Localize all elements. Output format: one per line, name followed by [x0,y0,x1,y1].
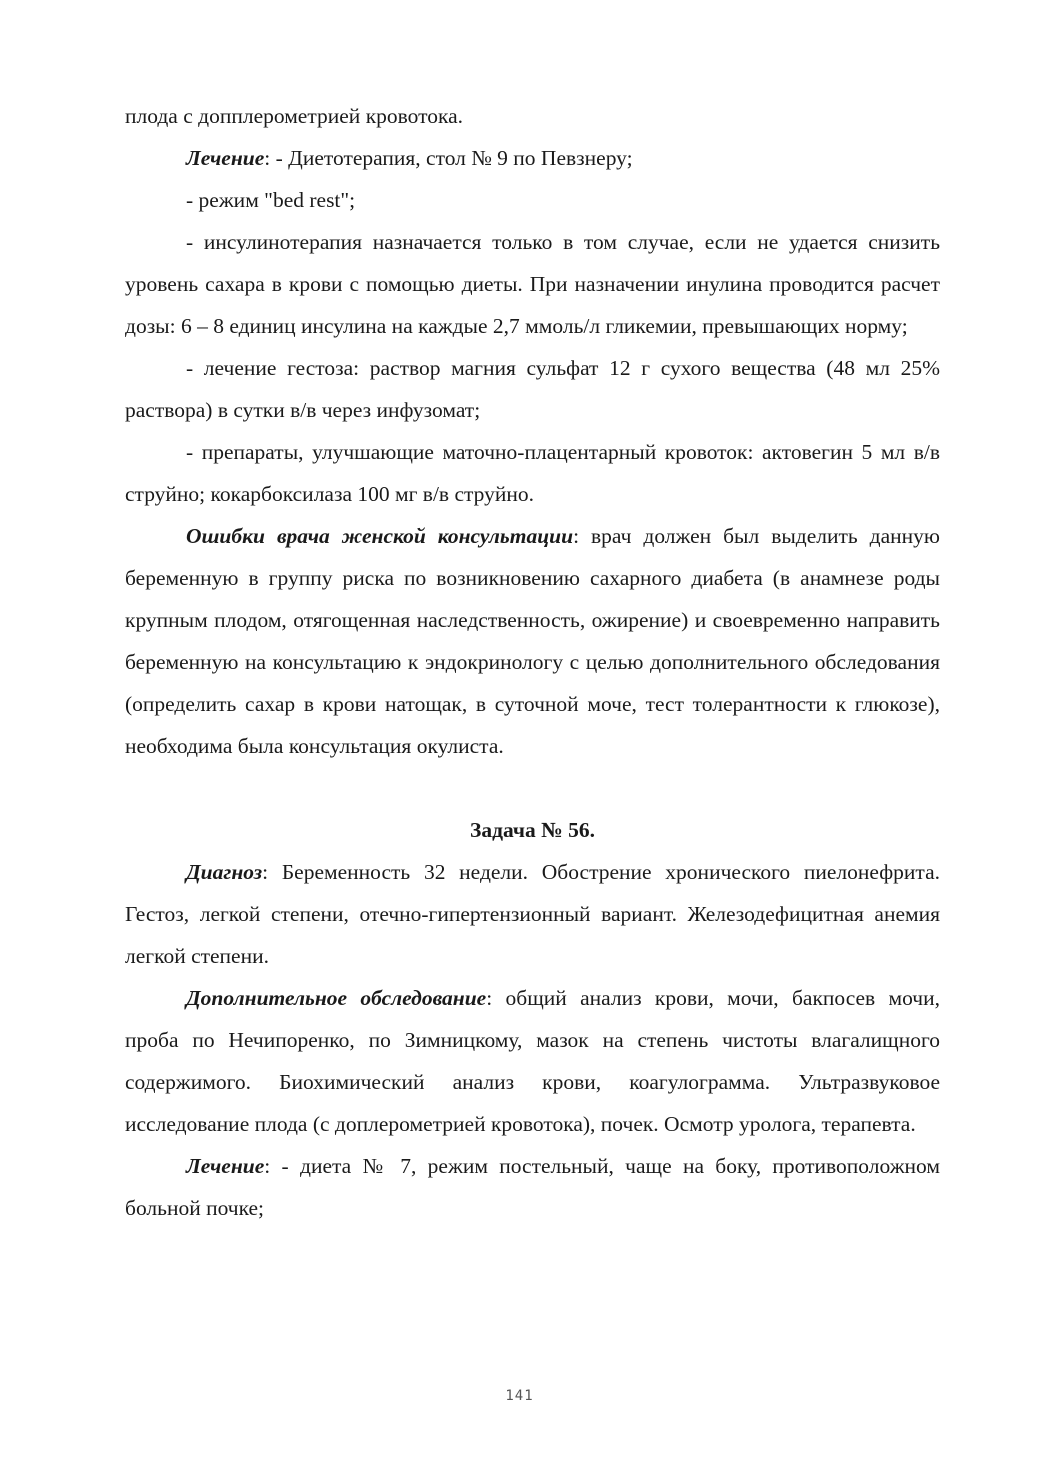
treatment-2-label: Лечение [186,1154,265,1178]
paragraph-insulin: - инсулинотерапия назначается только в том случае, если не удается снизить уровень сахара в крови с помощью диеты. При назначении инулина проводится расчет дозы: 6 – 8 единиц инсулина на каждые 2,7 ммоль/л гликемии, превышающих норму; [125,230,940,338]
exam-label: Дополнительное обследование [186,986,487,1010]
errors-text: : врач должен был выделить данную беременную в группу риска по возникновению сахарного диабета (в анамнезе роды крупным плодом, отягощенная наследственность, ожирение) и своевременно направить беременную на консультацию к эндокринологу с целью дополнительного обследования (определить сахар в крови натощак, в суточной моче, тест толерантности к глюкозе), необходима была консультация окулиста. [125,524,940,758]
paragraph-diagnosis [125,851,940,977]
diagnosis-label: Диагноз [186,860,263,884]
treatment-label: Лечение [186,146,265,170]
errors-label: Ошибки врача женской консультации [186,524,574,548]
page-number: 141 [505,1388,534,1404]
exam-text: : общий анализ крови, мочи, бакпосев мочи, проба по Нечипоренко, по Зимницкому, мазок на степень чистоты влагалищного содержимого. Биохимический анализ крови, коагулограмма. Ультразвуковое исследование плода (с доплерометрией кровотока), почек. Осмотр уролога, терапевта. [125,986,941,1136]
paragraph-gestosis: - лечение гестоза: раствор магния сульфат 12 г сухого вещества (48 мл 25% раствора) в сутки в/в через инфузомат; [125,356,940,422]
diagnosis-text: : Беременность 32 недели. Обострение хронического пиелонефрита. Гестоз, легкой степени, отечно-гипертензионный вариант. Железодефицитная анемия легкой степени. [125,860,940,968]
document-page [125,95,940,1229]
treatment-text: : - Диетотерапия, стол № 9 по Певзнеру; [264,146,633,170]
paragraph-bed-rest: - режим "bed rest"; [186,188,356,212]
task-heading: Задача № 56. [470,818,595,842]
paragraph-treatment-2 [125,1145,940,1229]
paragraph-treatment [125,137,940,179]
treatment-2-text: : - диета № 7, режим постельный, чаще на боку, противоположном больной почке; [125,1154,940,1220]
paragraph-additional-exam [125,977,940,1145]
paragraph-drugs: - препараты, улучшающие маточно-плацентарный кровоток: актовегин 5 мл в/в струйно; кокарбоксилаза 100 мг в/в струйно. [125,440,940,506]
paragraph-continuation: плода с допплерометрией кровотока. [125,104,464,128]
paragraph-doctor-errors [125,515,940,767]
